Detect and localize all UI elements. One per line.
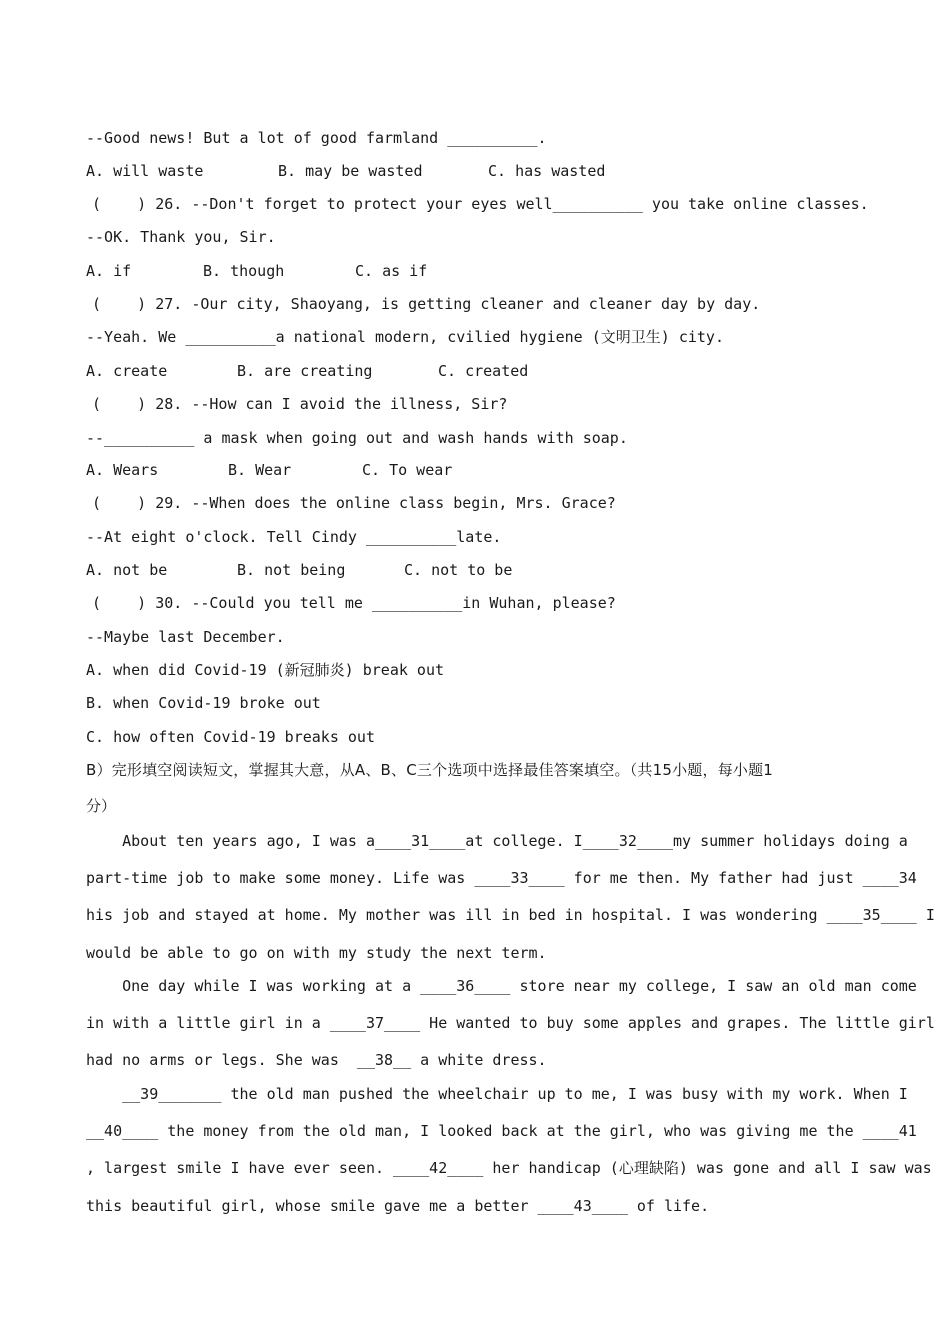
- q29-option-b: B. not being: [237, 561, 346, 579]
- q26-reply: --OK. Thank you, Sir.: [86, 228, 276, 246]
- q26-option-b: B. though: [203, 262, 285, 280]
- q29-option-c: C. not to be: [404, 561, 513, 579]
- q28-option-b: B. Wear: [228, 461, 292, 479]
- q30-option-b: B. when Covid-19 broke out: [86, 694, 321, 712]
- section-b-instructions-cont: 分）: [86, 797, 117, 815]
- q25-reply: --Good news! But a lot of good farmland __________.: [86, 129, 547, 147]
- q29-option-a: A. not be: [86, 561, 168, 579]
- passage-p2-line-3: had no arms or legs. She was __38__ a white dress.: [86, 1051, 547, 1069]
- q30-reply: --Maybe last December.: [86, 628, 285, 646]
- q28-reply: --__________ a mask when going out and wash hands with soap.: [86, 429, 628, 447]
- passage-p1-line-2: part-time job to make some money. Life was ____33____ for me then. My father had just ____34: [86, 869, 917, 887]
- q27-option-c: C. created: [438, 362, 529, 380]
- q25-option-c: C. has wasted: [488, 162, 606, 180]
- passage-p3-line-2: __40____ the money from the old man, I looked back at the girl, who was giving me the ____41: [86, 1122, 917, 1140]
- q29-reply: --At eight o'clock. Tell Cindy __________late.: [86, 528, 502, 546]
- q28-option-c: C. To wear: [362, 461, 453, 479]
- passage-p3-line-1: __39_______ the old man pushed the wheelchair up to me, I was busy with my work. When I: [86, 1085, 908, 1103]
- q27-reply: --Yeah. We __________a national modern, cvilied hygiene (文明卫生) city.: [86, 328, 724, 346]
- passage-p3-line-3: , largest smile I have ever seen. ____42____ her handicap (心理缺陷) was gone and all I saw was: [86, 1159, 932, 1177]
- q25-option-a: A. will waste: [86, 162, 204, 180]
- q26-option-c: C. as if: [355, 262, 428, 280]
- q30-option-a: A. when did Covid-19 (新冠肺炎) break out: [86, 661, 445, 679]
- q28-option-a: A. Wears: [86, 461, 159, 479]
- q25-option-b: B. may be wasted: [278, 162, 423, 180]
- passage-p1-line-1: About ten years ago, I was a____31____at college. I____32____my summer holidays doing a: [86, 832, 908, 850]
- passage-p2-line-1: One day while I was working at a ____36____ store near my college, I saw an old man come: [86, 977, 917, 995]
- passage-p1-line-4: would be able to go on with my study the next term.: [86, 944, 547, 962]
- passage-p2-line-2: in with a little girl in a ____37____ He wanted to buy some apples and grapes. The little girl: [86, 1014, 935, 1032]
- q30-option-c: C. how often Covid-19 breaks out: [86, 728, 375, 746]
- passage-p1-line-3: his job and stayed at home. My mother was ill in bed in hospital. I was wondering ____35____ I: [86, 906, 935, 924]
- q30-stem: ( ) 30. --Could you tell me __________in Wuhan, please?: [92, 594, 616, 612]
- q27-option-a: A. create: [86, 362, 168, 380]
- q27-option-b: B. are creating: [237, 362, 373, 380]
- q26-stem: ( ) 26. --Don't forget to protect your eyes well__________ you take online classes.: [92, 195, 869, 213]
- q26-option-a: A. if: [86, 262, 132, 280]
- q27-stem: ( ) 27. -Our city, Shaoyang, is getting cleaner and cleaner day by day.: [92, 295, 761, 313]
- q29-stem: ( ) 29. --When does the online class begin, Mrs. Grace?: [92, 494, 616, 512]
- passage-p3-line-4: this beautiful girl, whose smile gave me a better ____43____ of life.: [86, 1197, 710, 1215]
- q28-stem: ( ) 28. --How can I avoid the illness, Sir?: [92, 395, 508, 413]
- section-b-instructions: B）完形填空阅读短文，掌握其大意，从A、B、C三个选项中选择最佳答案填空。（共15小题，每小题1: [86, 761, 774, 779]
